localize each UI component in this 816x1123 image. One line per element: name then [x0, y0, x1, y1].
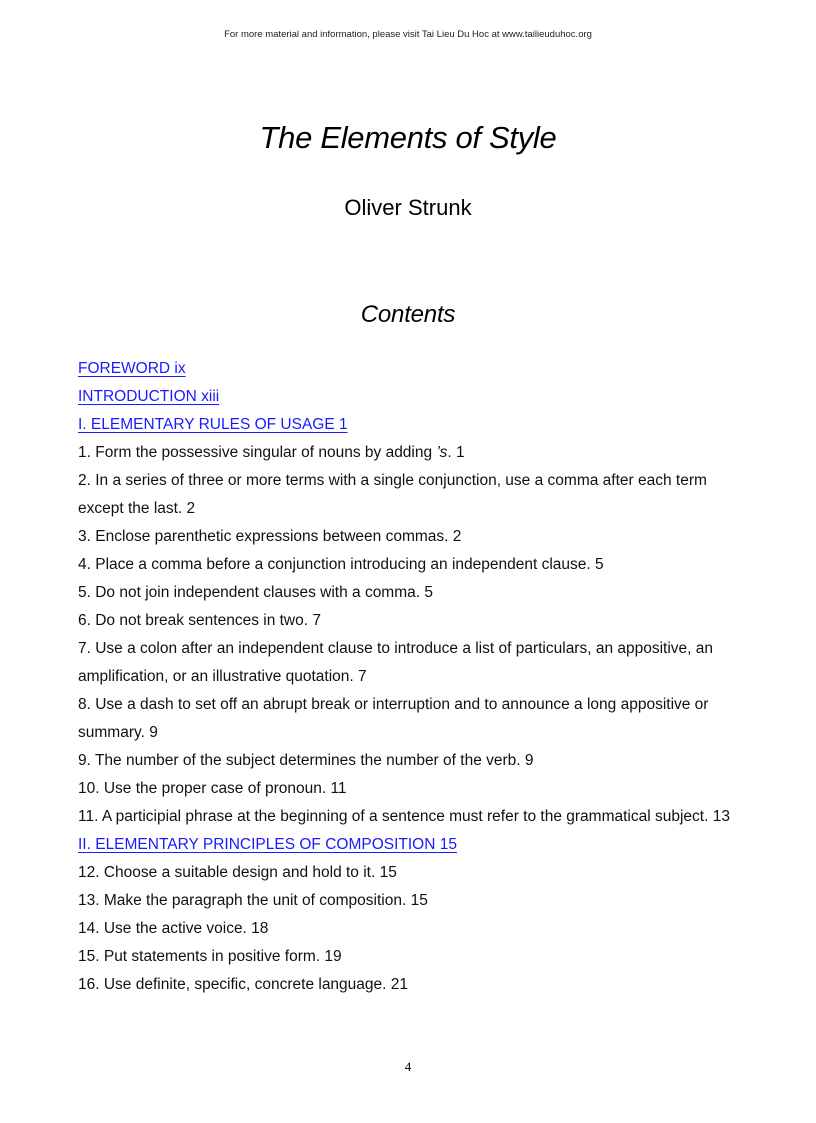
toc-entry-introduction: [78, 383, 738, 411]
book-author: Oliver Strunk: [344, 195, 472, 220]
toc-entry-foreword: [78, 355, 738, 383]
toc-entry-rule-14: 14. Use the active voice. 18: [78, 920, 269, 937]
toc-entry-section-2: [78, 831, 738, 859]
toc-entry-rule-11: 11. A participial phrase at the beginning of a sentence must refer to the grammatical subject. 13: [78, 808, 730, 825]
toc-entry-rule-5: 5. Do not join independent clauses with a comma. 5: [78, 584, 433, 601]
toc-entry-section-1: [78, 411, 738, 439]
rule-1-page: . 1: [447, 444, 465, 461]
toc-link-foreword[interactable]: FOREWORD ix: [78, 360, 186, 377]
toc-entry-rule-3: 3. Enclose parenthetic expressions between commas. 2: [78, 528, 462, 545]
toc-entry-rule-2: 2. In a series of three or more terms with a single conjunction, use a comma after each term except the last. 2: [78, 472, 707, 517]
toc-entry-rule-6: 6. Do not break sentences in two. 7: [78, 612, 321, 629]
toc-entry-rule-16: 16. Use definite, specific, concrete language. 21: [78, 976, 409, 993]
toc-entry-rule-9: 9. The number of the subject determines the number of the verb. 9: [78, 752, 534, 769]
toc-entry-rule-1: [78, 439, 738, 467]
contents-heading: Contents: [360, 301, 456, 328]
page-number: 4: [404, 1059, 412, 1074]
toc-entry-rule-8: 8. Use a dash to set off an abrupt break or interruption and to announce a long appositive or summary. 9: [78, 696, 709, 741]
toc-entry-rule-13: 13. Make the paragraph the unit of composition. 15: [78, 892, 428, 909]
book-title: The Elements of Style: [259, 120, 557, 155]
toc-link-section-2[interactable]: II. ELEMENTARY PRINCIPLES OF COMPOSITION 15: [78, 836, 457, 853]
toc-entry-rule-10: 10. Use the proper case of pronoun. 11: [78, 780, 347, 797]
rule-1-text: 1. Form the possessive singular of nouns by adding: [78, 444, 437, 461]
table-of-contents: [78, 355, 738, 999]
rule-1-emphasis: ’s: [436, 444, 448, 461]
toc-entry-rule-4: 4. Place a comma before a conjunction introducing an independent clause. 5: [78, 556, 604, 573]
toc-entry-rule-12: 12. Choose a suitable design and hold to it. 15: [78, 864, 397, 881]
toc-link-introduction[interactable]: INTRODUCTION xiii: [78, 388, 220, 405]
header-note: For more material and information, please visit Tai Lieu Du Hoc at www.tailieuduhoc.org: [224, 29, 592, 40]
toc-entry-rule-15: 15. Put statements in positive form. 19: [78, 948, 342, 965]
toc-entry-rule-7: 7. Use a colon after an independent clause to introduce a list of particulars, an appositive, an amplification, or an illustrative quotation. 7: [78, 640, 714, 685]
toc-link-section-1[interactable]: I. ELEMENTARY RULES OF USAGE 1: [78, 416, 348, 433]
